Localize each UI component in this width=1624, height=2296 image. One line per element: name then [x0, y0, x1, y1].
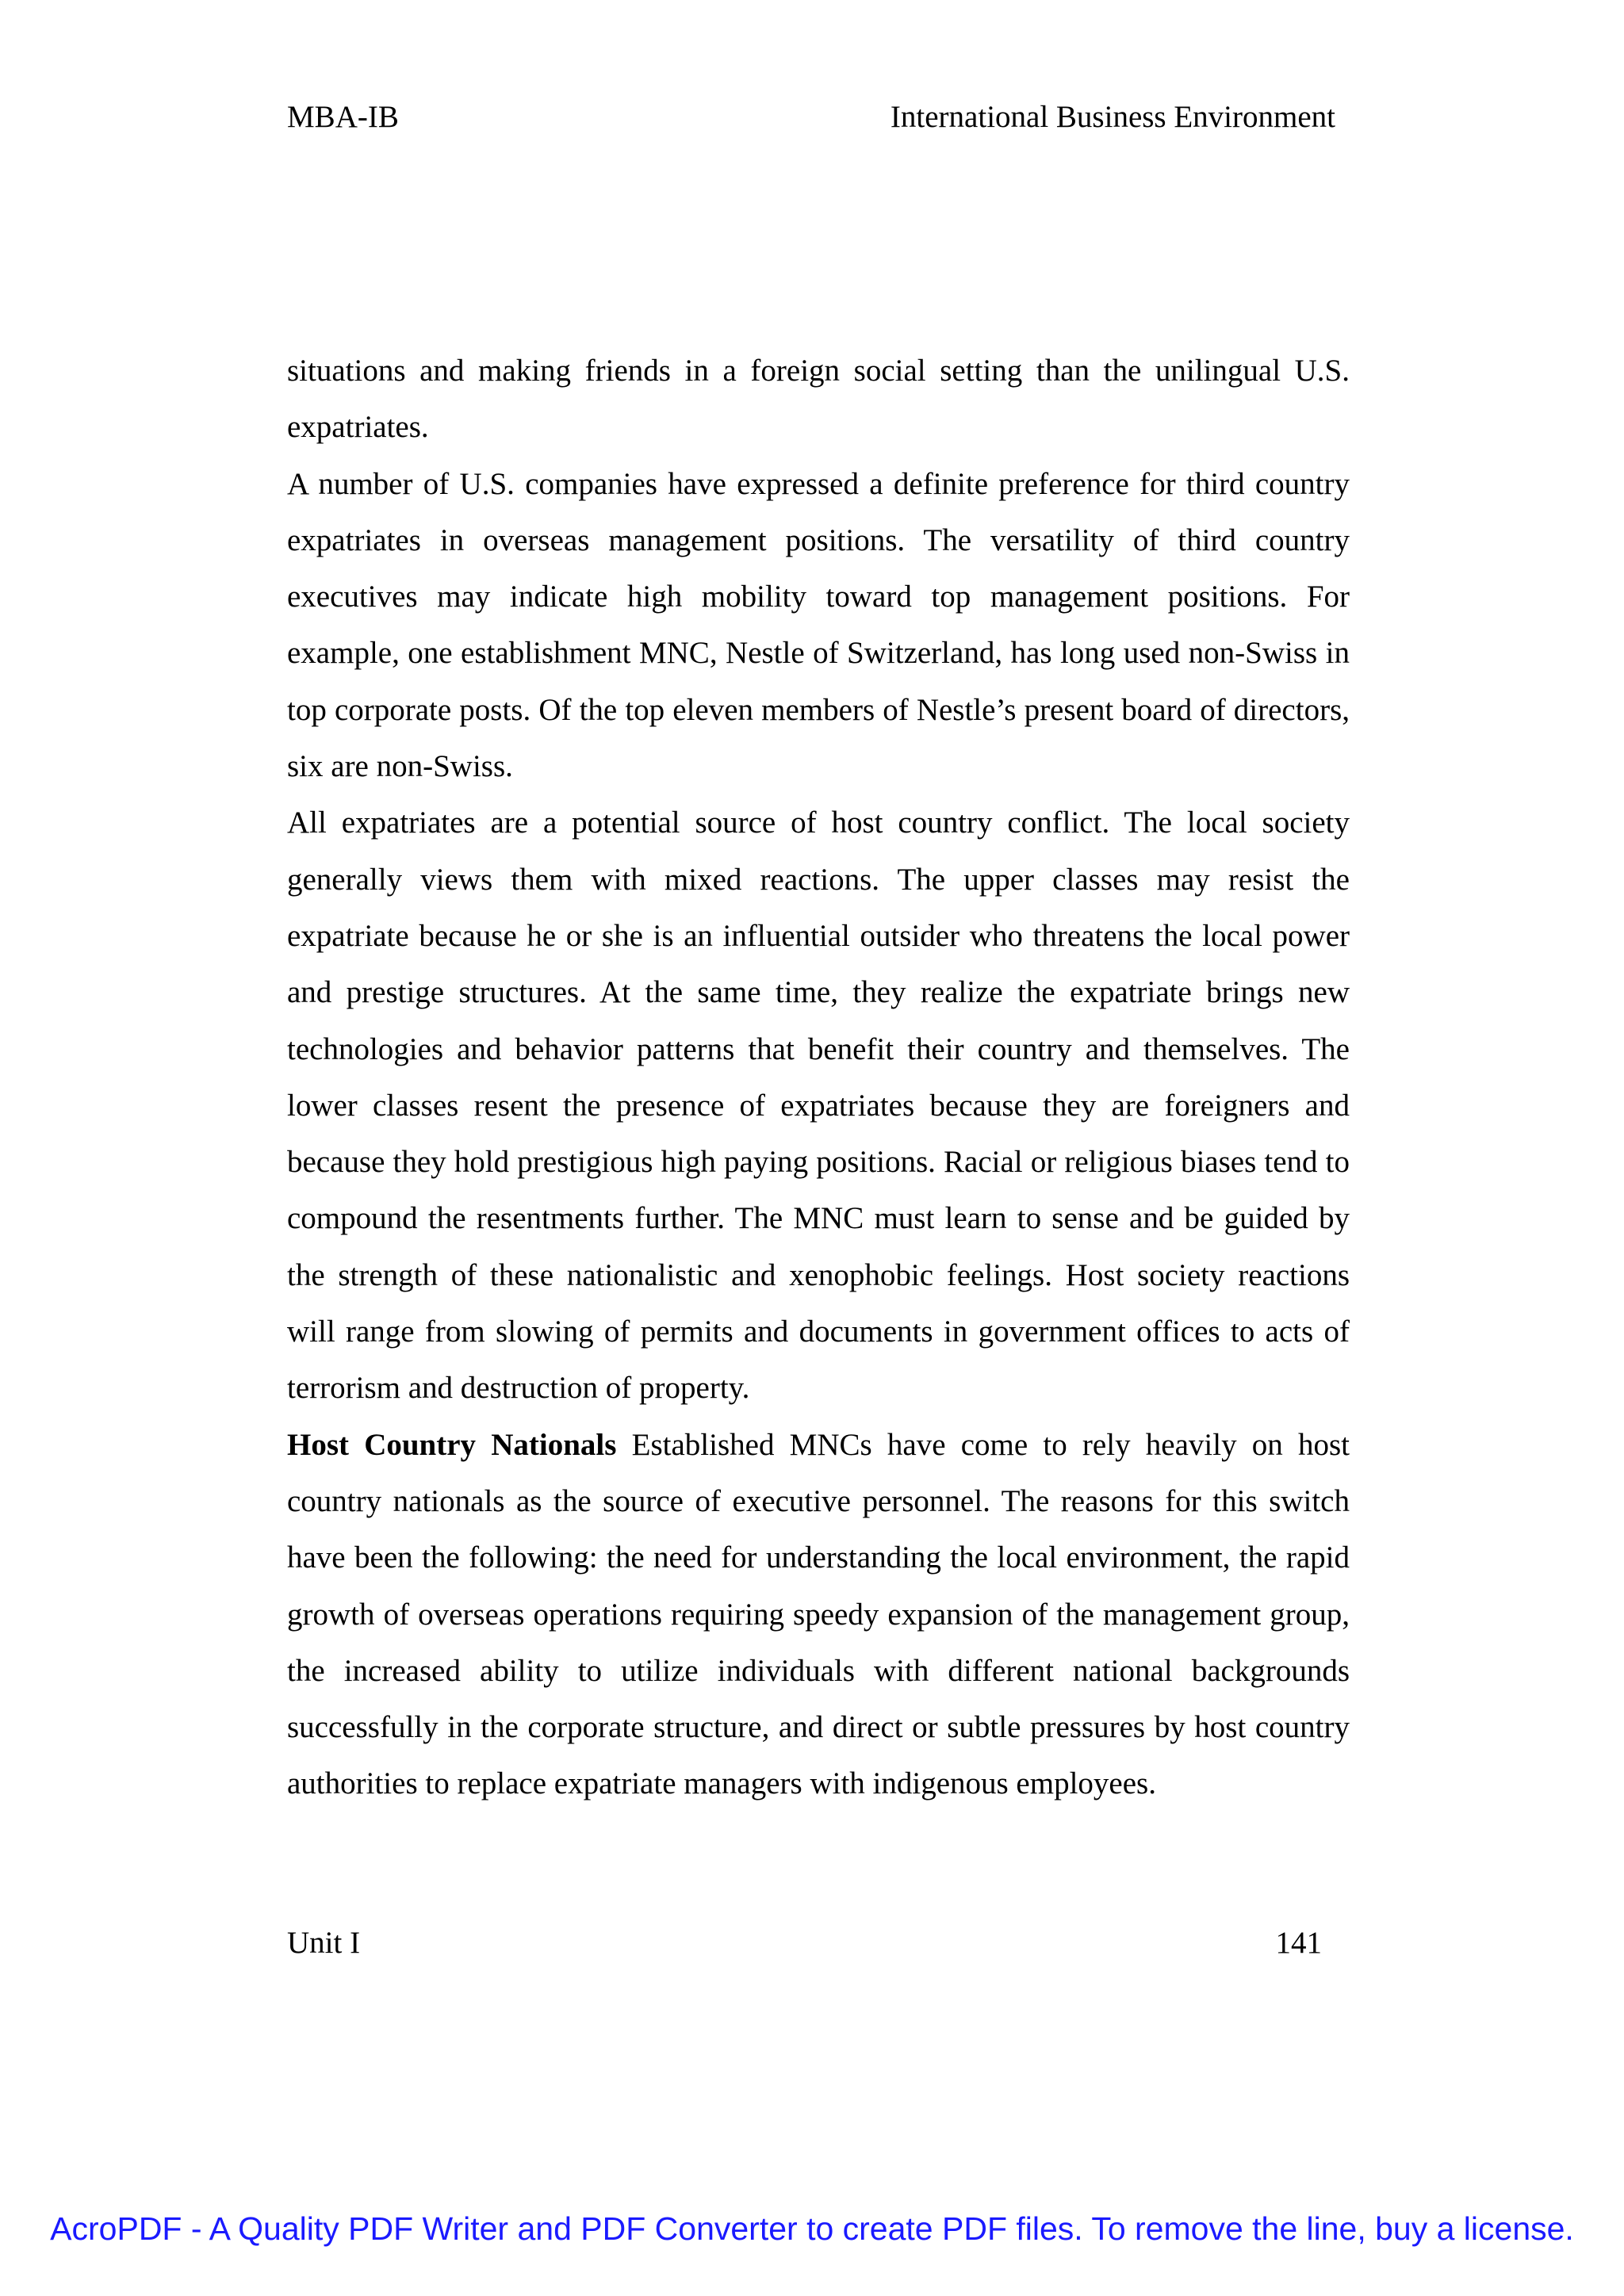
section-heading-host-country-nationals: Host Country Nationals: [287, 1427, 617, 1462]
header-course-code: MBA-IB: [287, 100, 399, 134]
header-course-title: International Business Environment: [890, 100, 1335, 134]
page-footer: [287, 1923, 1322, 1964]
footer-unit-label: Unit I: [287, 1926, 361, 1960]
body-text: [287, 342, 1350, 1812]
paragraph-4-text: Established MNCs have come to rely heavily on host country nationals as the source of executive personnel. The reasons for this switch have been the following: the need for understanding the local environment, the rapid growth of overseas operations requiring speedy expansion of the management group, the increased ability to utilize individuals with different national backgrounds successfully in the corporate structure, and direct or subtle pressures by host country authorities to replace expatriate managers with indigenous employees.: [287, 1427, 1350, 1801]
page-number: 141: [1275, 1926, 1322, 1960]
paragraph-3: All expatriates are a potential source of host country conflict. The local society generally views them with mixed reactions. The upper classes may resist the expatriate because he or she is an influential outsider who threatens the local power and prestige structures. At the same time, they realize the expatriate brings new technologies and behavior patterns that benefit their country and themselves. The lower classes resent the presence of expatriates because they are foreigners and because they hold prestigious high paying positions. Racial or religious biases tend to compound the resentments further. The MNC must learn to sense and be guided by the strength of these nationalistic and xenophobic feelings. Host society reactions will range from slowing of permits and documents in government offices to acts of terrorism and destruction of property.: [287, 806, 1350, 1406]
page-header: [287, 97, 1335, 138]
acropdf-watermark: AcroPDF - A Quality PDF Writer and PDF Converter to create PDF files. To remove the line, buy a license.: [50, 2210, 1574, 2247]
paragraph-4: [287, 1417, 1350, 1812]
paragraph-2: A number of U.S. companies have expressed a definite preference for third country expatriates in overseas management positions. The versatility of third country executives may indicate high mobility toward top management positions. For example, one establishment MNC, Nestle of Switzerland, has long used non-Swiss in top corporate posts. Of the top eleven members of Nestle’s present board of directors, six are non-Swiss.: [287, 466, 1350, 784]
paragraph-1: situations and making friends in a foreign social setting than the unilingual U.S. expatriates.: [287, 354, 1350, 445]
